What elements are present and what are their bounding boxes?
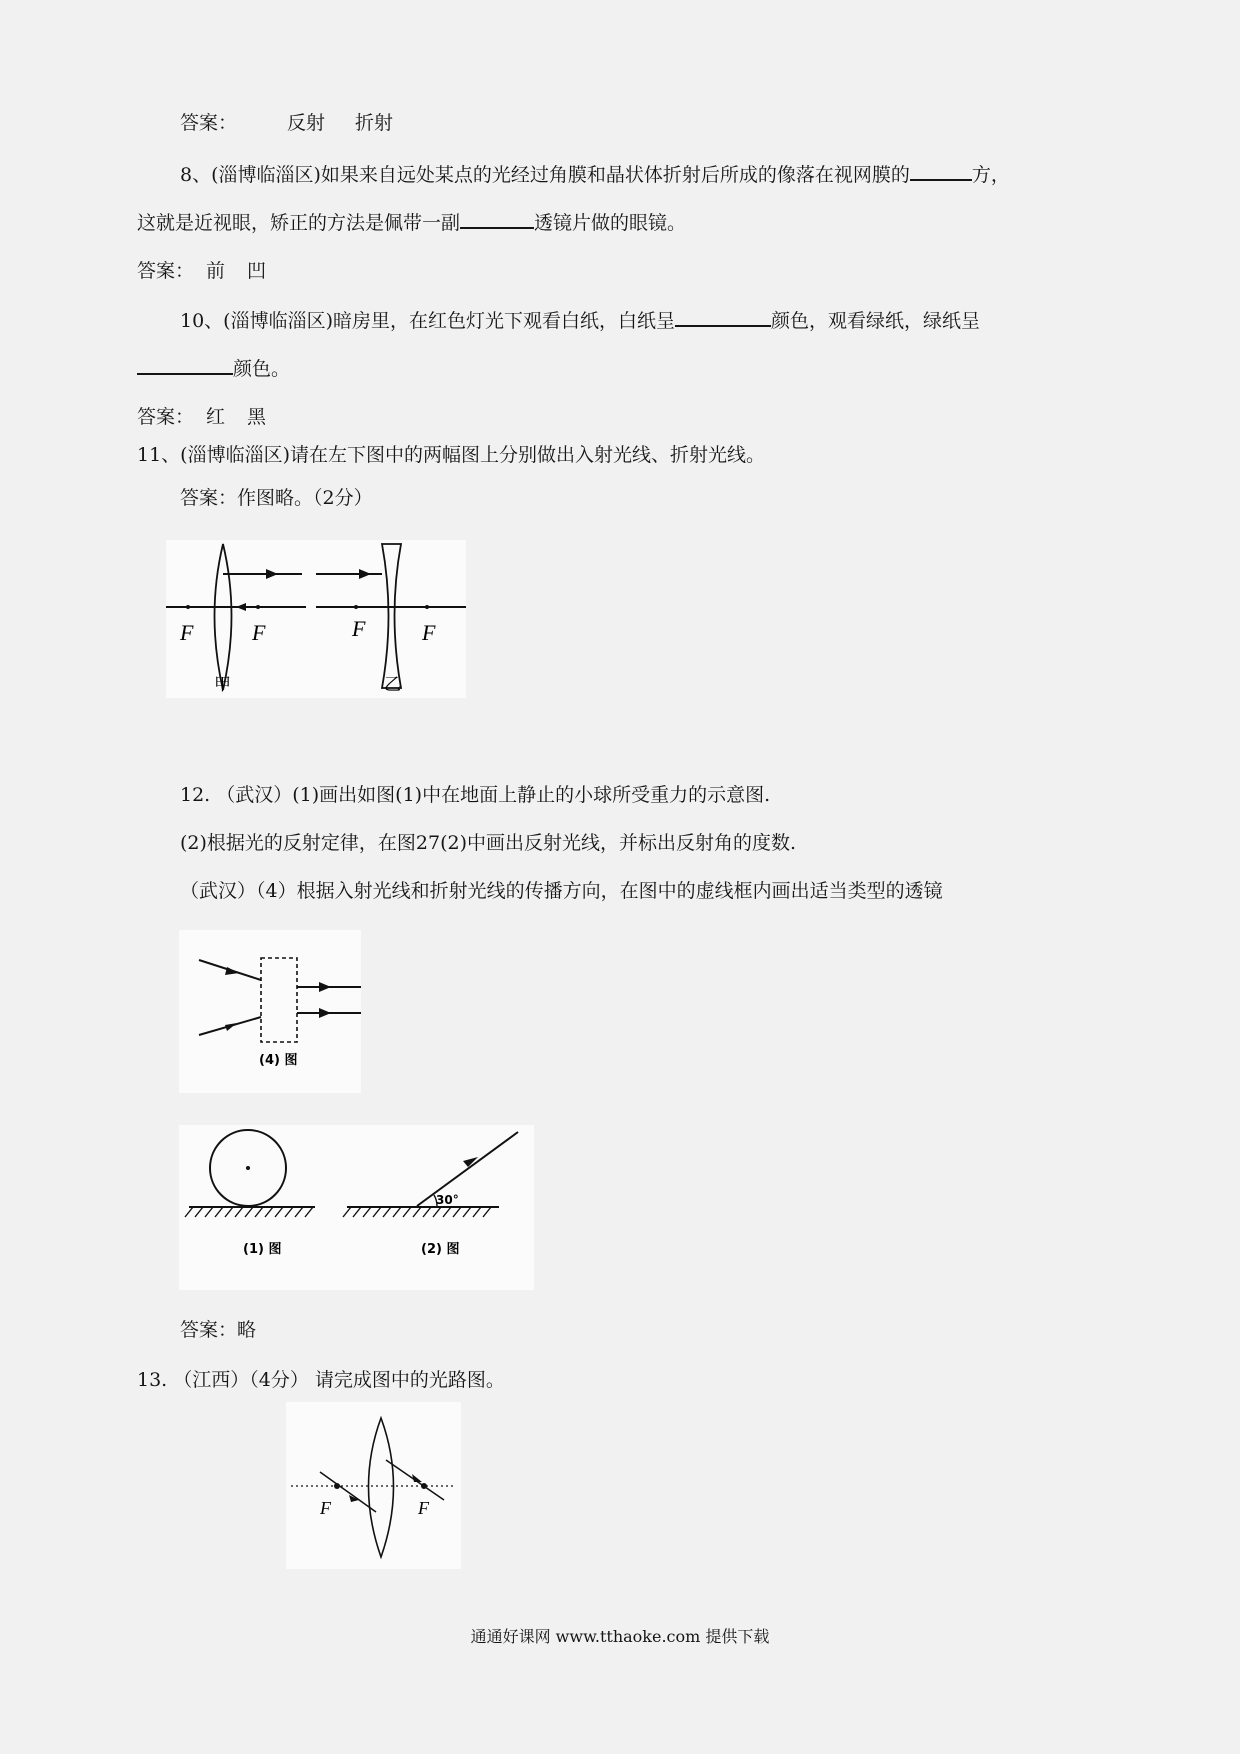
answer-label: 答案： (137, 406, 195, 428)
arrow-icon (319, 1008, 331, 1018)
q7-answer (180, 110, 393, 136)
q10-answer (137, 404, 266, 430)
q11-lens-svg (166, 540, 466, 698)
arrow-icon (236, 603, 246, 611)
answer-value: 反射 (287, 112, 326, 134)
q12-fig1-2-svg (179, 1125, 534, 1290)
answer-value: 前 (206, 260, 226, 282)
focus-label: F (180, 620, 194, 645)
answer-value: 折射 (355, 112, 394, 134)
figure-label: 甲 (214, 675, 231, 695)
focus-label: F (320, 1498, 331, 1518)
focus-label: F (352, 616, 366, 641)
q8-line1 (180, 161, 1010, 188)
q11-question: 11、(淄博临淄区)请在左下图中的两幅图上分别做出入射光线、折射光线。 (137, 444, 766, 466)
q8-line2 (137, 209, 686, 236)
focus-label: F (422, 620, 436, 645)
angle-label: 30° (436, 1193, 459, 1207)
focus-point (425, 605, 429, 609)
focus-point (334, 1483, 340, 1489)
arrow-icon (412, 1474, 422, 1482)
ground-hatch (185, 1207, 313, 1217)
question-text: 这就是近视眼，矫正的方法是佩带一副 (137, 212, 461, 234)
fill-blank[interactable] (137, 355, 233, 375)
fill-blank[interactable] (675, 307, 771, 327)
figure-caption: (2) 图 (421, 1242, 460, 1257)
q12-fig1-2 (179, 1125, 534, 1290)
arrow-icon (225, 1023, 237, 1031)
answer-value: 凹 (247, 260, 267, 282)
fill-blank[interactable] (460, 209, 534, 229)
question-text: 透镜片做的眼镜。 (534, 212, 687, 234)
figure-caption: (4) 图 (259, 1053, 298, 1068)
ball-center (246, 1166, 250, 1170)
incident-ray (417, 1132, 518, 1206)
convex-lens (369, 1418, 394, 1557)
arrow-icon (359, 569, 371, 579)
q12-line1: 12. （武汉）(1)画出如图(1)中在地面上静止的小球所受重力的示意图. (180, 784, 771, 806)
q11-answer: 答案：作图略。（2分） (180, 487, 373, 509)
q10-line2 (137, 355, 290, 382)
q12-fig4-svg (179, 930, 361, 1093)
answer-label: 答案： (137, 260, 195, 282)
q11-lens-figure (166, 540, 466, 698)
q13-figure-svg (286, 1402, 461, 1569)
arrow-icon (225, 967, 239, 975)
question-text: 方， (971, 164, 1010, 186)
page-footer: 通通好课网 www.tthaoke.com 提供下载 (470, 1627, 770, 1646)
focus-label: F (418, 1498, 429, 1518)
fill-blank[interactable] (910, 161, 972, 181)
convex-lens (215, 544, 232, 690)
concave-lens (382, 544, 401, 688)
arrow-icon (266, 569, 278, 579)
focus-point (421, 1483, 427, 1489)
question-text: 10、(淄博临淄区)暗房里，在红色灯光下观看白纸，白纸呈 (180, 310, 676, 332)
figure-caption: (1) 图 (243, 1242, 282, 1257)
mirror-hatch (343, 1207, 491, 1217)
question-text: 颜色，观看绿纸，绿纸呈 (771, 310, 981, 332)
arrow-icon (319, 982, 331, 992)
answer-label: 答案： (180, 112, 238, 134)
dashed-box (261, 958, 297, 1042)
question-text: 8、(淄博临淄区)如果来自远处某点的光经过角膜和晶状体折射后所成的像落在视网膜的 (180, 164, 910, 186)
q10-line1 (180, 307, 980, 334)
figure-label: 乙 (384, 675, 401, 695)
answer-value: 红 (206, 406, 226, 428)
question-text: 颜色。 (233, 358, 291, 380)
q12-line3: （武汉）（4）根据入射光线和折射光线的传播方向，在图中的虚线框内画出适当类型的透镜 (180, 880, 943, 902)
focus-point (256, 605, 260, 609)
focus-point (186, 605, 190, 609)
q12-fig4 (179, 930, 361, 1093)
q12-line2: (2)根据光的反射定律，在图27(2)中画出反射光线，并标出反射角的度数. (180, 832, 797, 854)
focus-point (354, 605, 358, 609)
q13-figure (286, 1402, 461, 1569)
q13-question: 13. （江西）（4分） 请完成图中的光路图。 (137, 1369, 505, 1391)
q8-answer (137, 258, 266, 284)
answer-value: 黑 (247, 406, 267, 428)
focus-label: F (252, 620, 266, 645)
q12-answer: 答案：略 (180, 1319, 257, 1341)
